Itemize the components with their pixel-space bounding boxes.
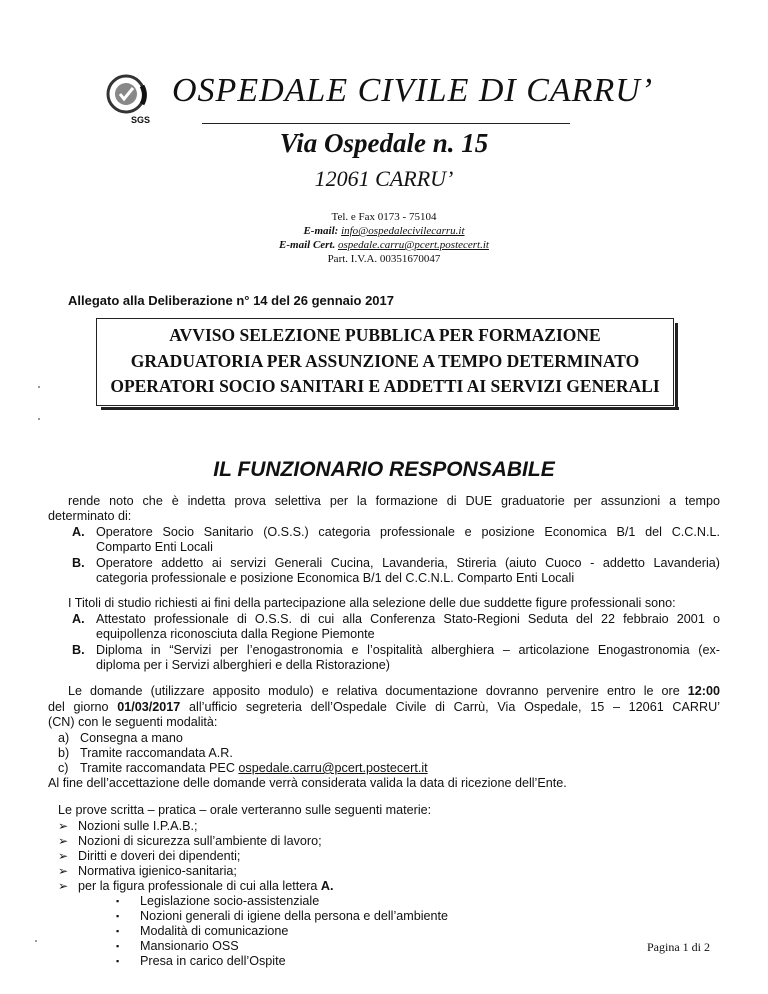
scan-mark [35, 940, 37, 942]
deadline-time: 12:00 [687, 684, 720, 698]
street-address: Via Ospedale n. 15 [279, 128, 489, 158]
sub-item: Presa in carico dell’Ospite [140, 954, 286, 968]
titles-a-line-1: Attestato professionale di O.S.S. di cui alla Conferenza Stato-Regioni Seduta del 22 febbraio 2001 o [96, 612, 720, 626]
certification-logo [104, 72, 156, 124]
square-bullet-icon: ▪ [116, 956, 120, 966]
titles-b-line-1: Diploma in “Servizi per l’enogastronomia e l’ospitalità alberghiera – articolazione Enogastronomia (ex- [96, 643, 720, 657]
prove-item: Normativa igienico-sanitaria; [78, 864, 237, 878]
phone-line: Tel. e Fax 0173 - 75104 [331, 211, 437, 223]
titles-b-letter: B. [72, 643, 85, 657]
notice-title-line-1: AVVISO SELEZIONE PUBBLICA PER FORMAZIONE [169, 325, 601, 345]
intro-a-line-2: Comparto Enti Locali [96, 540, 213, 554]
domande-line-2-pre: del giorno [48, 700, 118, 714]
notice-title-line-2: GRADUATORIA PER ASSUNZIONE A TEMPO DETERMINATO [130, 351, 640, 371]
option-c-line [80, 761, 428, 776]
prove-item: Nozioni di sicurezza sull’ambiente di lavoro; [78, 834, 322, 848]
intro-b-letter: B. [72, 556, 85, 570]
square-bullet-icon: ▪ [116, 926, 120, 936]
square-bullet-icon: ▪ [116, 896, 120, 906]
city-address: 12061 CARRU’ [314, 166, 454, 191]
deadline-date: 01/03/2017 [117, 700, 181, 714]
email-line [0, 225, 768, 237]
scan-mark [38, 386, 40, 388]
option-b-letter: b) [58, 746, 70, 760]
option-b-text: Tramite raccomandata A.R. [80, 746, 233, 760]
hospital-name: OSPEDALE CIVILE DI CARRU’ [172, 72, 654, 109]
prove-item-5 [78, 879, 334, 894]
prove-item: Diritti e doveri dei dipendenti; [78, 849, 241, 863]
sub-item: Legislazione socio-assistenziale [140, 894, 320, 908]
intro-b-line-1: Operatore addetto ai servizi Generali Cucina, Lavanderia, Stireria (aiuto Cuoco - addetto Lavanderia) [96, 556, 720, 570]
prove-item-5-text: per la figura professionale di cui alla lettera [78, 879, 321, 893]
domande-line-2-post: all’ufficio segreteria dell’Ospedale Civile di Carrù, Via Ospedale, 15 – 12061 CARRU’ [180, 700, 721, 714]
square-bullet-icon: ▪ [116, 941, 120, 951]
intro-b-line-2: categoria professionale e posizione Economica B/1 del C.C.N.L. Comparto Enti Locali [96, 571, 575, 585]
notice-title-line-3: OPERATORI SOCIO SANITARI E ADDETTI AI SERVIZI GENERALI [110, 376, 660, 396]
option-c-text: Tramite raccomandata PEC [80, 761, 239, 775]
sub-item: Modalità di comunicazione [140, 924, 289, 938]
vat-line: Part. I.V.A. 00351670047 [327, 253, 441, 265]
sub-item: Mansionario OSS [140, 939, 239, 953]
allegato-reference: Allegato alla Deliberazione n° 14 del 26 gennaio 2017 [68, 293, 394, 308]
arrow-bullet-icon: ➢ [58, 834, 69, 848]
pec-line [0, 239, 768, 251]
pec-link[interactable]: ospedale.carru@pcert.postecert.it [338, 239, 489, 251]
domande-closing: Al fine dell’accettazione delle domande verrà considerata valida la data di ricezione dell’Ente. [48, 776, 567, 790]
header-divider [202, 123, 570, 124]
section-heading: IL FUNZIONARIO RESPONSABILE [213, 458, 555, 481]
titles-a-line-2: equipollenza riconosciuta dalla Regione Piemonte [96, 627, 375, 641]
logo-sgs-text: SGS [131, 115, 151, 124]
arrow-bullet-icon: ➢ [58, 819, 69, 833]
arrow-bullet-icon: ➢ [58, 864, 69, 878]
sub-item: Nozioni generali di igiene della persona e dell’ambiente [140, 909, 449, 923]
domande-line-1-text: Le domande (utilizzare apposito modulo) e relativa documentazione dovranno pervenire entro le ore [68, 684, 688, 698]
arrow-bullet-icon: ➢ [58, 849, 69, 863]
prove-intro: Le prove scritta – pratica – orale verteranno sulle seguenti materie: [58, 803, 432, 817]
titles-a-letter: A. [72, 612, 85, 626]
intro-line-2: determinato di: [48, 509, 132, 523]
option-a-text: Consegna a mano [80, 731, 183, 745]
titles-line-1: I Titoli di studio richiesti ai fini della partecipazione alla selezione delle due suddette figure professionali sono: [68, 596, 676, 610]
scan-mark [38, 418, 40, 420]
option-a-letter: a) [58, 731, 70, 745]
option-c-letter: c) [58, 761, 69, 775]
email-label: E-mail: [303, 225, 339, 237]
domande-line-3: (CN) con le seguenti modalità: [48, 715, 218, 729]
square-bullet-icon: ▪ [116, 911, 120, 921]
email-link[interactable]: info@ospedalecivilecarru.it [341, 225, 465, 237]
pec-submission-link[interactable]: ospedale.carru@pcert.postecert.it [238, 761, 428, 775]
pec-label: E-mail Cert. [279, 239, 336, 251]
intro-line-1: rende noto che è indetta prova selettiva per la formazione di DUE graduatorie per assunzioni a tempo [68, 494, 720, 508]
arrow-bullet-icon: ➢ [58, 879, 69, 893]
titles-b-line-2: diploma per i Servizi alberghieri e della Ristorazione) [96, 658, 390, 672]
prove-item: Nozioni sulle I.P.A.B.; [78, 819, 198, 833]
domande-line-2 [48, 700, 720, 715]
prove-item-5-letter: A. [320, 879, 334, 893]
domande-line-1 [68, 684, 720, 699]
page-number: Pagina 1 di 2 [647, 940, 710, 954]
intro-a-letter: A. [72, 525, 85, 539]
intro-a-line-1: Operatore Socio Sanitario (O.S.S.) categoria professionale e posizione Economica B/1 del C.C.N.L. [96, 525, 720, 539]
